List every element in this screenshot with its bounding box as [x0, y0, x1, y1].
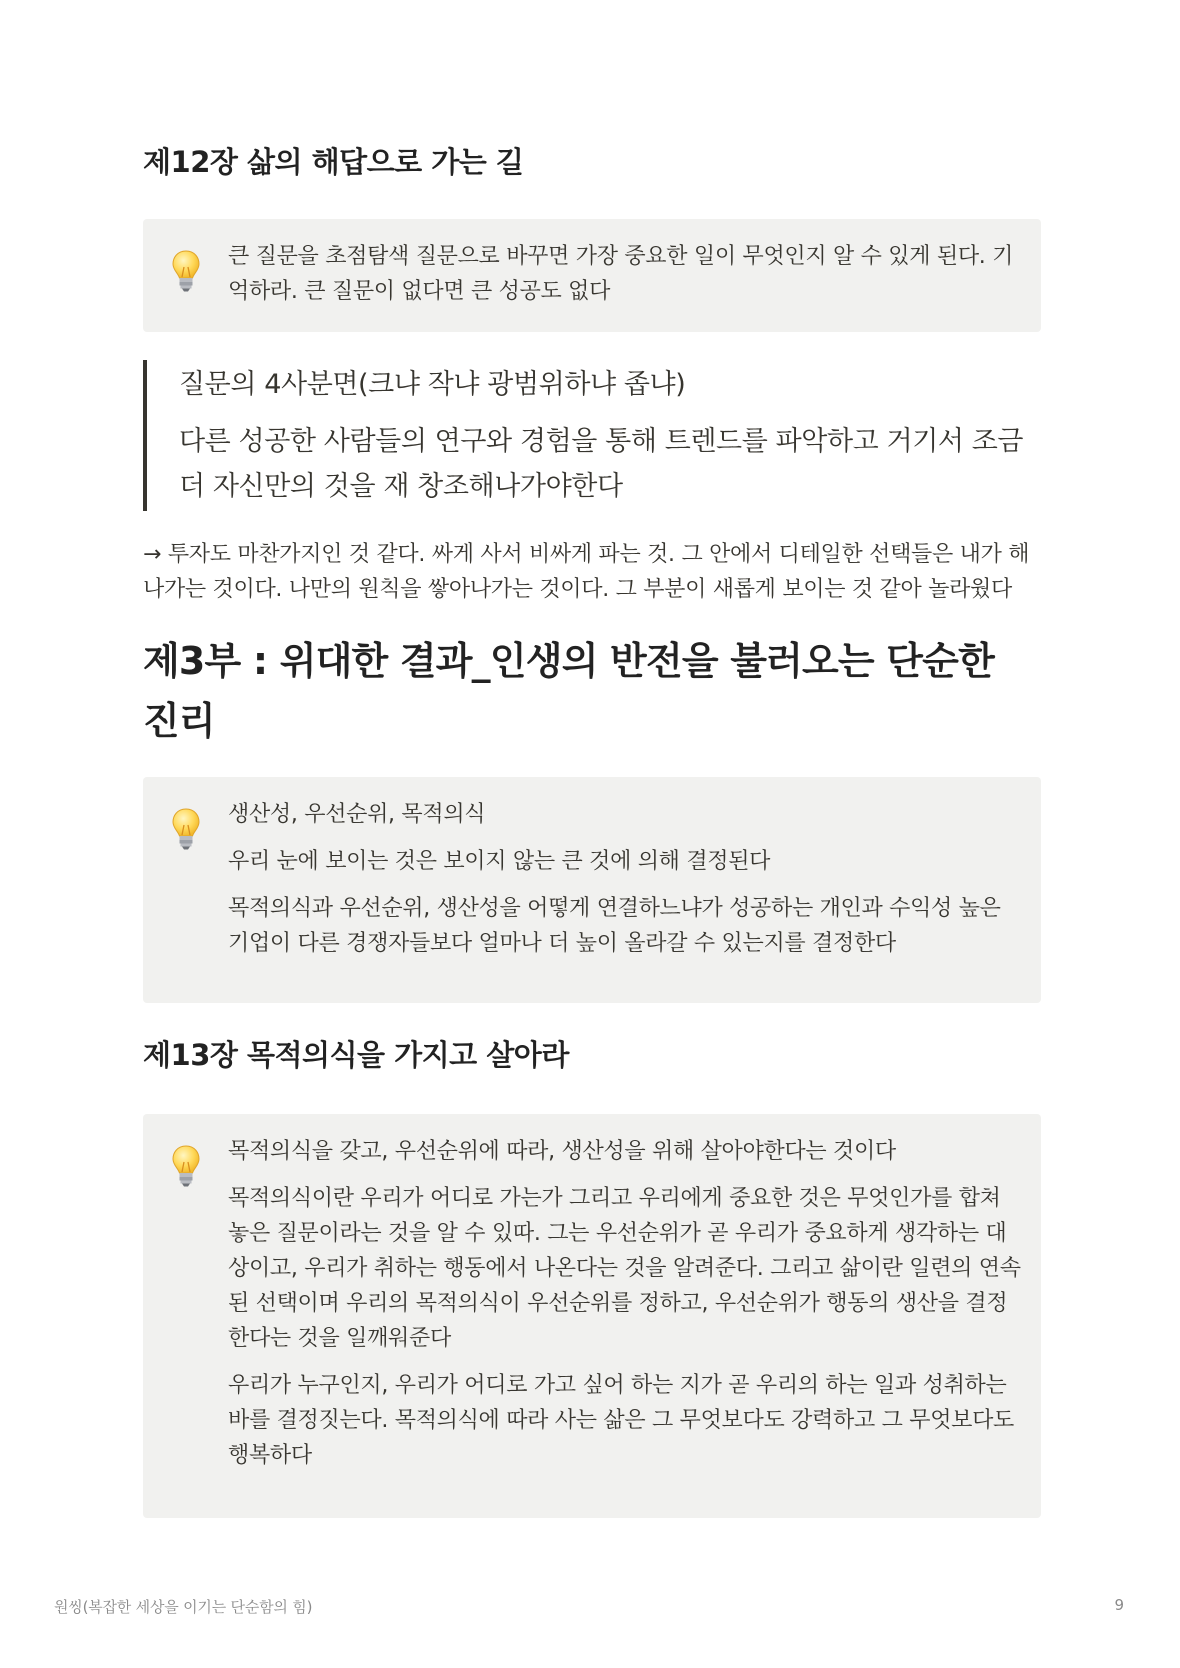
lightbulb-icon [171, 1144, 201, 1188]
callout-text: 목적의식이란 우리가 어디로 가는가 그리고 우리에게 중요한 것은 무엇인가를 합쳐놓은 질문이라는 것을 알 수 있따. 그는 우선순위가 곧 우리가 중요하게 생각하는 대상이고, 우리가 취하는 행동에서 나온다는 것을 알려준다. 그리고 삶이란 일련의 연속된 선택이며 우리의 목적의식이 우선순위를 정하고, 우선순위가 행동의 생산을 결정한다는 것을 일깨워준다 [228, 1186, 1021, 1351]
lightbulb-icon [171, 249, 201, 293]
footer-document-title: 원씽(복잡한 세상을 이기는 단순함의 힘) [54, 1598, 313, 1616]
quote-line: 다른 성공한 사람들의 연구와 경험을 통해 트렌드를 파악하고 거기서 조금 더 자신만의 것을 재 창조해나가야한다 [179, 426, 1024, 502]
chapter-13-heading: 제13장 목적의식을 가지고 살아라 [143, 1038, 569, 1072]
callout-part-3 [143, 777, 1041, 1003]
callout-text: 우리 눈에 보이는 것은 보이지 않는 큰 것에 의해 결정된다 [228, 849, 771, 874]
callout-text: 생산성, 우선순위, 목적의식 [228, 802, 486, 827]
callout-text: 목적의식을 갖고, 우선순위에 따라, 생산성을 위해 살아야한다는 것이다 [228, 1139, 896, 1164]
lightbulb-icon [171, 807, 201, 851]
callout-text: 우리가 누구인지, 우리가 어디로 가고 싶어 하는 지가 곧 우리의 하는 일과 성취하는 바를 결정짓는다. 목적의식에 따라 사는 삶은 그 무엇보다도 강력하고 그 무엇보다도 행복하다 [228, 1373, 1014, 1468]
callout-text: 목적의식과 우선순위, 생산성을 어떻게 연결하느냐가 성공하는 개인과 수익성 높은 기업이 다른 경쟁자들보다 얼마나 더 높이 올라갈 수 있는지를 결정한다 [228, 896, 1001, 956]
callout-chapter-13 [143, 1114, 1041, 1518]
quote-block [143, 360, 1041, 511]
callout-text: 큰 질문을 초점탐색 질문으로 바꾸면 가장 중요한 일이 무엇인지 알 수 있게 된다. 기억하라. 큰 질문이 없다면 큰 성공도 없다 [228, 244, 1014, 304]
part-3-heading: 제3부 : 위대한 결과_인생의 반전을 불러오는 단순한 진리 [143, 639, 994, 743]
chapter-12-heading: 제12장 삶의 해답으로 가는 길 [143, 145, 524, 179]
footer-page-number: 9 [1114, 1596, 1124, 1614]
reflection-paragraph: → 투자도 마찬가지인 것 같다. 싸게 사서 비싸게 파는 것. 그 안에서 디테일한 선택들은 내가 해나가는 것이다. 나만의 원칙을 쌓아나가는 것이다. 그 부분이 새롭게 보이는 것 같아 놀라웠다 [143, 542, 1030, 602]
document-page [143, 138, 1041, 1518]
quote-line: 질문의 4사분면(크냐 작냐 광범위하냐 좁냐) [179, 369, 686, 400]
callout-chapter-12 [143, 219, 1041, 332]
